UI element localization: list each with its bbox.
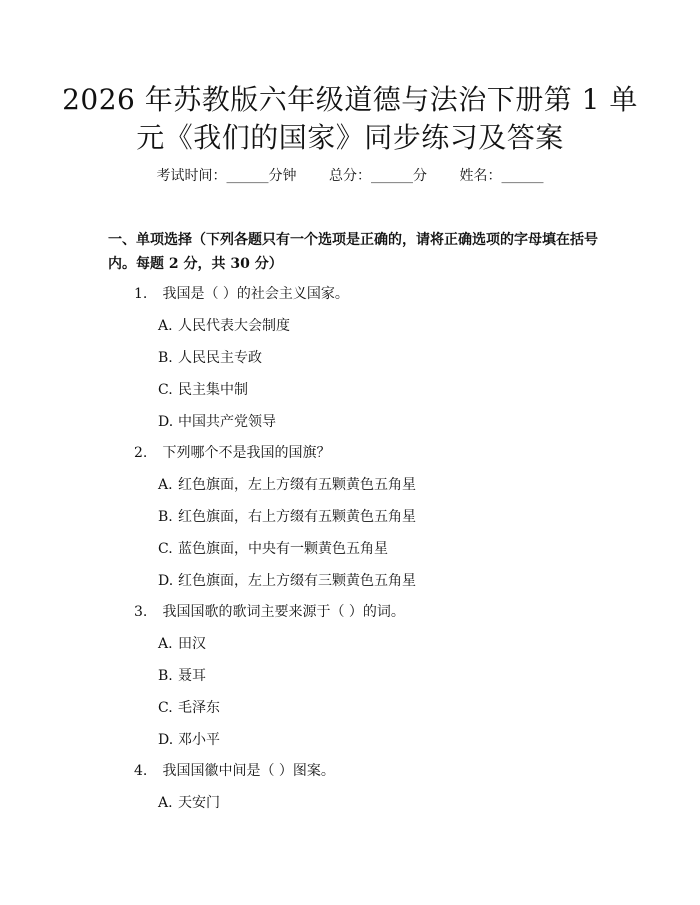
question-text: 我国国徽中间是（ ）图案。 <box>162 763 335 779</box>
option-letter: C. <box>158 541 173 557</box>
option-letter: A. <box>158 795 173 811</box>
question-text: 我国国歌的歌词主要来源于（ ）的词。 <box>162 604 405 620</box>
option-text: 红色旗面，左上方缀有三颗黄色五角星 <box>178 573 416 589</box>
question-number: 4. <box>134 763 148 779</box>
question-2-option-b <box>158 507 416 527</box>
option-text: 中国共产党领导 <box>178 414 276 430</box>
option-text: 蓝色旗面，中央有一颗黄色五角星 <box>178 541 388 557</box>
question-3 <box>134 602 405 622</box>
question-1-option-d <box>158 412 276 432</box>
question-number: 2. <box>134 445 148 461</box>
option-text: 人民代表大会制度 <box>178 318 290 334</box>
question-3-option-a <box>158 634 206 654</box>
question-1-option-b <box>158 348 262 368</box>
option-text: 毛泽东 <box>178 700 220 716</box>
document-title-line-2: 元《我们的国家》同步练习及答案 <box>136 121 564 154</box>
option-text: 田汉 <box>178 636 206 652</box>
option-letter: C. <box>158 700 173 716</box>
question-4-option-a <box>158 793 220 813</box>
question-3-option-b <box>158 666 206 686</box>
question-4 <box>134 761 335 781</box>
question-1-option-a <box>158 316 290 336</box>
question-2 <box>134 443 330 463</box>
option-letter: B. <box>158 509 173 525</box>
exam-name-field: 姓名：______ <box>459 168 544 184</box>
question-number: 1. <box>134 286 148 302</box>
option-letter: A. <box>158 318 173 334</box>
option-letter: B. <box>158 350 173 366</box>
exam-meta-row <box>0 166 700 186</box>
option-letter: B. <box>158 668 173 684</box>
option-letter: D. <box>158 732 174 748</box>
section-heading: 一、单项选择（下列各题只有一个选项是正确的，请将正确选项的字母填在括号内。每题 2 分，共 30 分） <box>108 232 598 272</box>
option-letter: A. <box>158 636 173 652</box>
option-text: 邓小平 <box>178 732 220 748</box>
option-letter: C. <box>158 382 173 398</box>
question-1 <box>134 284 349 304</box>
option-letter: D. <box>158 573 174 589</box>
exam-score-field: 总分：______分 <box>329 168 427 184</box>
option-text: 聂耳 <box>178 668 206 684</box>
question-text: 下列哪个不是我国的国旗？ <box>162 445 331 461</box>
option-text: 红色旗面，右上方缀有五颗黄色五角星 <box>178 509 416 525</box>
option-letter: A. <box>158 477 173 493</box>
question-3-option-c <box>158 698 220 718</box>
question-2-option-a <box>158 475 416 495</box>
question-text: 我国是（ ）的社会主义国家。 <box>162 286 349 302</box>
document-title-line-1: 2026 年苏教版六年级道德与法治下册第 1 单 <box>62 83 638 116</box>
option-text: 天安门 <box>178 795 220 811</box>
option-text: 人民民主专政 <box>178 350 262 366</box>
option-text: 民主集中制 <box>178 382 248 398</box>
question-1-option-c <box>158 380 248 400</box>
question-number: 3. <box>134 604 148 620</box>
option-letter: D. <box>158 414 174 430</box>
exam-time-field: 考试时间：______分钟 <box>156 168 297 184</box>
question-2-option-c <box>158 539 388 559</box>
option-text: 红色旗面，左上方缀有五颗黄色五角星 <box>178 477 416 493</box>
question-3-option-d <box>158 730 220 750</box>
question-2-option-d <box>158 571 416 591</box>
